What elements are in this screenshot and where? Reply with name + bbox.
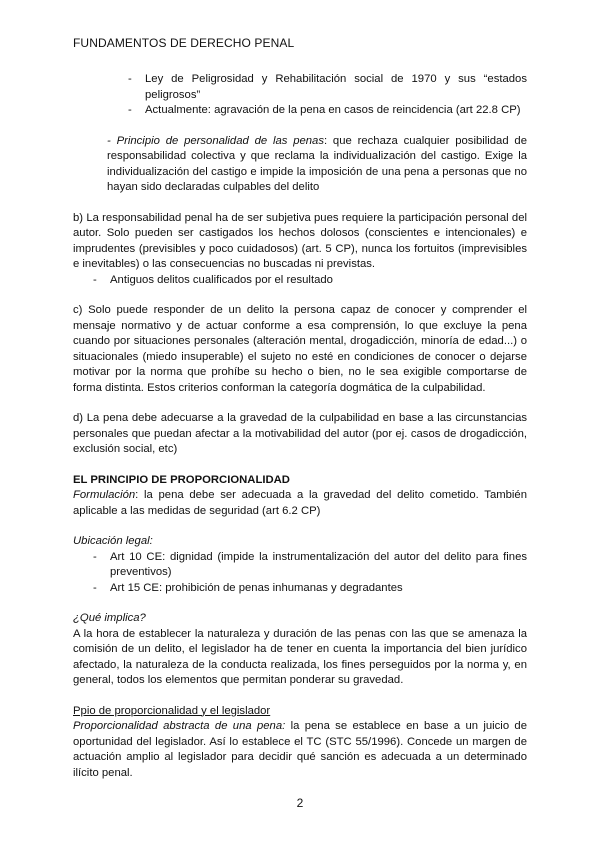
principio-personalidad-text: : que rechaza cualquier posibilidad de responsabilidad colectiva y que reclama la individualización del castigo. Exige la individualización del castigo e impide la imposición de una pena a personas que no hayan sido declaradas culpables del delito — [107, 134, 527, 193]
ubicacion-list — [73, 550, 527, 597]
ubicacion-label — [73, 534, 527, 550]
implica-label — [73, 611, 527, 627]
list-item: - Art 10 CE: dignidad (impide la instrumentalización del autor del delito para fines preventivos) — [73, 550, 527, 581]
implica-paragraph: A la hora de establecer la naturaleza y duración de las penas con las que se amenaza la comisión de un delito, el legislador ha de tener en cuenta la importancia del bien jurídico afectado, la naturaleza de la conducta realizada, los fines perseguidos por la norma y, en general, todos los elementos que permitan ponderar su gravedad. — [73, 627, 527, 686]
implica-label-text: ¿Qué implica? — [73, 612, 146, 624]
formulacion-paragraph — [73, 488, 527, 519]
ubicacion-label-text: Ubicación legal: — [73, 535, 153, 547]
list-item: - Art 15 CE: prohibición de penas inhumanas y degradantes — [73, 581, 527, 597]
abstracta-paragraph — [73, 719, 527, 781]
legislador-title — [73, 704, 527, 720]
page-content — [73, 72, 527, 781]
paragraph-c: c) Solo puede responder de un delito la persona capaz de conocer y comprender el mensaje normativo y de actuar conforme a esa comprensión, lo que excluye la pena cuando por situaciones personales (alteración mental, drogadicción, minoría de edad...) o situacionales (miedo insuperable) el sujeto no esté en condiciones de conocer o dejarse motivar por la norma que prohíbe su hecho o bien, no le sea exigible comportarse de forma distinta. Estos criterios conforman la categoría dogmática de la culpabilidad. — [73, 304, 527, 394]
list-item: - Ley de Peligrosidad y Rehabilitación social de 1970 y sus “estados peligrosos” — [73, 72, 527, 103]
paragraph-d: d) La pena debe adecuarse a la gravedad de la culpabilidad en base a las circunstancias personales que puedan afectar a la motivabilidad del autor (por ej. casos de drogadicción, exclusión social, etc) — [73, 412, 527, 455]
formulacion-label: Formulación — [73, 489, 136, 501]
formulacion-text: : la pena debe ser adecuada a la gravedad del delito cometido. También aplicable a las medidas de seguridad (art 6.2 CP) — [73, 489, 527, 517]
paragraph-b-list — [73, 273, 527, 289]
abstracta-label: Proporcionalidad abstracta de una pena: — [73, 720, 286, 732]
section-title: EL PRINCIPIO DE PROPORCIONALIDAD — [73, 473, 290, 486]
abstracta-text: la pena se establece en base a un juicio de oportunidad del legislador. Así lo establece el TC (STC 55/1996). Concede un margen de actuación amplio al legislador para decidir qué sanción es adecuada a un determinado ilícito penal. — [73, 720, 527, 779]
list-item: - Antiguos delitos cualificados por el resultado — [73, 273, 527, 289]
principio-personalidad-paragraph — [107, 134, 527, 196]
page-number: 2 — [296, 796, 304, 810]
page-header: FUNDAMENTOS DE DERECHO PENAL — [73, 36, 295, 50]
list-item: - Actualmente: agravación de la pena en casos de reincidencia (art 22.8 CP) — [73, 103, 527, 119]
legislador-title-text: Ppio de proporcionalidad y el legislador — [73, 704, 271, 717]
paragraph-b: b) La responsabilidad penal ha de ser subjetiva pues requiere la participación personal del autor. Solo pueden ser castigados los hechos dolosos (conscientes e intencionales) e imprudentes (previsibles y poco cuidadosos) (art. 5 CP), nunca los fortuitos (imprevisibles e inevitables) o las consecuencias no buscadas ni previstas. — [73, 211, 527, 270]
intro-list — [73, 72, 527, 119]
principio-personalidad-title: - Principio de personalidad de las penas — [107, 134, 324, 147]
